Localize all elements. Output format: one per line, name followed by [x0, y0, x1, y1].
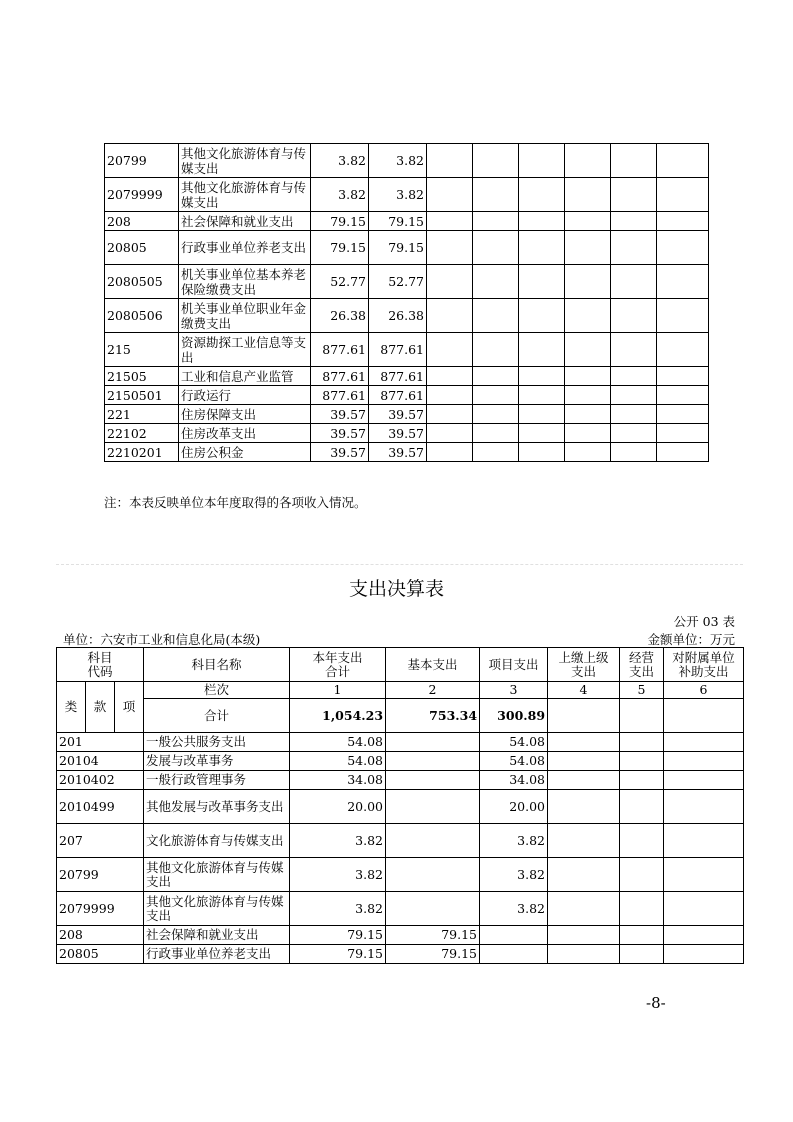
- row-empty-cell: [664, 752, 744, 771]
- row-empty-cell: [519, 212, 565, 231]
- row-name: 一般行政管理事务: [144, 771, 290, 790]
- row-basic: 79.15: [386, 926, 480, 945]
- row-empty-cell: [427, 405, 473, 424]
- row-empty-cell: [620, 926, 664, 945]
- row-total: 39.57: [311, 443, 369, 462]
- row-total: 39.57: [311, 424, 369, 443]
- row-empty-cell: [664, 790, 744, 824]
- row-total: 3.82: [311, 178, 369, 212]
- row-empty-cell: [427, 231, 473, 265]
- col-number: 2: [386, 682, 480, 699]
- row-empty-cell: [620, 892, 664, 926]
- row-empty-cell: [473, 178, 519, 212]
- row-basic: 39.57: [369, 443, 427, 462]
- row-empty-cell: [657, 144, 709, 178]
- row-empty-cell: [664, 926, 744, 945]
- row-basic: 877.61: [369, 367, 427, 386]
- row-basic: 79.15: [369, 231, 427, 265]
- row-basic: [386, 771, 480, 790]
- table-row: [105, 212, 709, 231]
- row-empty-cell: [473, 212, 519, 231]
- row-empty-cell: [427, 299, 473, 333]
- row-empty-cell: [611, 386, 657, 405]
- row-code: 20799: [57, 858, 144, 892]
- total-upper: [548, 699, 620, 733]
- row-empty-cell: [519, 424, 565, 443]
- row-total: 877.61: [311, 333, 369, 367]
- row-name: 一般公共服务支出: [144, 733, 290, 752]
- row-name: 其他文化旅游体育与传媒支出: [179, 144, 311, 178]
- table-row: [105, 386, 709, 405]
- row-total: 79.15: [290, 945, 386, 964]
- row-empty-cell: [548, 945, 620, 964]
- header-upper: 上缴上级 支出: [548, 648, 620, 682]
- total-subsidiary: [664, 699, 744, 733]
- row-empty-cell: [565, 386, 611, 405]
- row-name: 发展与改革事务: [144, 752, 290, 771]
- row-total: 79.15: [311, 231, 369, 265]
- row-empty-cell: [620, 771, 664, 790]
- row-code: 2079999: [57, 892, 144, 926]
- row-project: 3.82: [480, 858, 548, 892]
- row-empty-cell: [664, 824, 744, 858]
- row-code: 20805: [57, 945, 144, 964]
- row-empty-cell: [620, 858, 664, 892]
- row-empty-cell: [657, 367, 709, 386]
- row-total: 3.82: [290, 892, 386, 926]
- table-row: [105, 178, 709, 212]
- row-total: 20.00: [290, 790, 386, 824]
- row-total: 39.57: [311, 405, 369, 424]
- row-basic: 3.82: [369, 178, 427, 212]
- row-empty-cell: [657, 212, 709, 231]
- row-code: 2080506: [105, 299, 179, 333]
- row-empty-cell: [611, 265, 657, 299]
- row-empty-cell: [565, 265, 611, 299]
- row-empty-cell: [519, 178, 565, 212]
- form-number: 公开 03 表: [673, 614, 735, 629]
- header-total: 本年支出 合计: [290, 648, 386, 682]
- row-empty-cell: [565, 367, 611, 386]
- row-empty-cell: [657, 443, 709, 462]
- row-empty-cell: [664, 892, 744, 926]
- header-lanci: 栏次: [144, 682, 290, 699]
- row-code: 208: [105, 212, 179, 231]
- row-empty-cell: [519, 231, 565, 265]
- row-project: 3.82: [480, 824, 548, 858]
- row-total: 79.15: [311, 212, 369, 231]
- row-empty-cell: [565, 299, 611, 333]
- row-name: 其他文化旅游体育与传媒支出: [144, 858, 290, 892]
- col-number: 1: [290, 682, 386, 699]
- row-basic: 26.38: [369, 299, 427, 333]
- header-business: 经营 支出: [620, 648, 664, 682]
- row-code: 20104: [57, 752, 144, 771]
- row-empty-cell: [657, 405, 709, 424]
- row-code: 2210201: [105, 443, 179, 462]
- table-row: [57, 926, 744, 945]
- row-empty-cell: [473, 333, 519, 367]
- row-code: 2079999: [105, 178, 179, 212]
- row-empty-cell: [427, 367, 473, 386]
- row-project: 54.08: [480, 752, 548, 771]
- total-label: 合计: [144, 699, 290, 733]
- row-name: 住房保障支出: [179, 405, 311, 424]
- row-name: 机关事业单位职业年金缴费支出: [179, 299, 311, 333]
- row-empty-cell: [473, 405, 519, 424]
- table-row: [57, 771, 744, 790]
- row-empty-cell: [548, 771, 620, 790]
- col-number: 4: [548, 682, 620, 699]
- row-empty-cell: [620, 790, 664, 824]
- row-empty-cell: [620, 945, 664, 964]
- row-code: 22102: [105, 424, 179, 443]
- row-empty-cell: [657, 424, 709, 443]
- row-empty-cell: [473, 424, 519, 443]
- income-table-note: 注：本表反映单位本年度取得的各项收入情况。: [104, 495, 367, 510]
- row-empty-cell: [611, 144, 657, 178]
- row-empty-cell: [519, 265, 565, 299]
- row-empty-cell: [565, 231, 611, 265]
- row-empty-cell: [611, 405, 657, 424]
- row-empty-cell: [565, 212, 611, 231]
- row-basic: [386, 752, 480, 771]
- header-code: 科目 代码: [57, 648, 144, 682]
- row-basic: [386, 858, 480, 892]
- row-name: 行政事业单位养老支出: [179, 231, 311, 265]
- row-empty-cell: [473, 367, 519, 386]
- row-total: 34.08: [290, 771, 386, 790]
- row-basic: 79.15: [386, 945, 480, 964]
- table-row: [105, 144, 709, 178]
- page-number: -8-: [646, 994, 666, 1012]
- row-name: 工业和信息产业监管: [179, 367, 311, 386]
- row-total: 3.82: [290, 824, 386, 858]
- header-name: 科目名称: [144, 648, 290, 682]
- row-code: 20799: [105, 144, 179, 178]
- row-basic: [386, 790, 480, 824]
- row-empty-cell: [548, 824, 620, 858]
- row-name: 住房公积金: [179, 443, 311, 462]
- row-empty-cell: [427, 212, 473, 231]
- row-empty-cell: [620, 752, 664, 771]
- row-name: 文化旅游体育与传媒支出: [144, 824, 290, 858]
- section-divider: [56, 564, 743, 565]
- header-basic: 基本支出: [386, 648, 480, 682]
- row-empty-cell: [427, 144, 473, 178]
- row-empty-cell: [548, 733, 620, 752]
- row-empty-cell: [519, 405, 565, 424]
- row-basic: [386, 824, 480, 858]
- row-project: 54.08: [480, 733, 548, 752]
- row-total: 26.38: [311, 299, 369, 333]
- row-basic: 877.61: [369, 333, 427, 367]
- expenditure-table-header: [57, 648, 744, 733]
- row-name: 社会保障和就业支出: [179, 212, 311, 231]
- row-basic: 52.77: [369, 265, 427, 299]
- row-total: 52.77: [311, 265, 369, 299]
- row-empty-cell: [657, 333, 709, 367]
- row-empty-cell: [664, 945, 744, 964]
- table-row: [57, 824, 744, 858]
- col-number: 3: [480, 682, 548, 699]
- row-empty-cell: [473, 144, 519, 178]
- unit-label: 单位：六安市工业和信息化局(本级): [63, 632, 261, 647]
- row-empty-cell: [473, 265, 519, 299]
- table-row: [105, 333, 709, 367]
- row-basic: 79.15: [369, 212, 427, 231]
- header-project: 项目支出: [480, 648, 548, 682]
- table-row: [105, 231, 709, 265]
- row-empty-cell: [427, 386, 473, 405]
- row-empty-cell: [611, 424, 657, 443]
- col-number: 6: [664, 682, 744, 699]
- row-empty-cell: [611, 333, 657, 367]
- row-code: 2150501: [105, 386, 179, 405]
- row-empty-cell: [611, 231, 657, 265]
- row-project: 20.00: [480, 790, 548, 824]
- row-empty-cell: [611, 299, 657, 333]
- row-project: 34.08: [480, 771, 548, 790]
- expenditure-table-body: [57, 733, 744, 964]
- row-empty-cell: [519, 443, 565, 462]
- row-empty-cell: [620, 733, 664, 752]
- row-code: 20805: [105, 231, 179, 265]
- row-empty-cell: [657, 386, 709, 405]
- row-empty-cell: [565, 424, 611, 443]
- row-empty-cell: [565, 405, 611, 424]
- row-empty-cell: [427, 178, 473, 212]
- row-empty-cell: [565, 333, 611, 367]
- row-empty-cell: [519, 386, 565, 405]
- row-empty-cell: [611, 212, 657, 231]
- row-project: [480, 945, 548, 964]
- row-empty-cell: [548, 926, 620, 945]
- total-row: [57, 699, 744, 733]
- row-empty-cell: [611, 367, 657, 386]
- row-empty-cell: [473, 299, 519, 333]
- row-empty-cell: [548, 752, 620, 771]
- row-empty-cell: [427, 443, 473, 462]
- row-empty-cell: [473, 386, 519, 405]
- row-empty-cell: [664, 858, 744, 892]
- row-name: 机关事业单位基本养老保险缴费支出: [179, 265, 311, 299]
- row-total: 877.61: [311, 386, 369, 405]
- header-kuan: 款: [86, 682, 115, 733]
- row-code: 2080505: [105, 265, 179, 299]
- row-total: 54.08: [290, 733, 386, 752]
- income-table-continued: [104, 143, 709, 462]
- row-project: [480, 926, 548, 945]
- row-empty-cell: [611, 178, 657, 212]
- row-empty-cell: [473, 231, 519, 265]
- row-empty-cell: [657, 299, 709, 333]
- row-empty-cell: [519, 299, 565, 333]
- row-code: 201: [57, 733, 144, 752]
- row-empty-cell: [664, 733, 744, 752]
- table-row: [105, 405, 709, 424]
- row-code: 208: [57, 926, 144, 945]
- total-project: 300.89: [480, 699, 548, 733]
- row-code: 2010499: [57, 790, 144, 824]
- row-empty-cell: [519, 333, 565, 367]
- row-project: 3.82: [480, 892, 548, 926]
- row-empty-cell: [657, 265, 709, 299]
- row-name: 行政运行: [179, 386, 311, 405]
- row-empty-cell: [565, 443, 611, 462]
- row-name: 其他文化旅游体育与传媒支出: [179, 178, 311, 212]
- row-name: 住房改革支出: [179, 424, 311, 443]
- col-number: 5: [620, 682, 664, 699]
- row-empty-cell: [473, 443, 519, 462]
- table-row: [57, 752, 744, 771]
- total-business: [620, 699, 664, 733]
- row-name: 资源勘探工业信息等支出: [179, 333, 311, 367]
- row-empty-cell: [664, 771, 744, 790]
- row-name: 其他文化旅游体育与传媒支出: [144, 892, 290, 926]
- row-code: 21505: [105, 367, 179, 386]
- row-empty-cell: [427, 333, 473, 367]
- amount-unit-label: 金额单位：万元: [647, 632, 735, 647]
- row-basic: [386, 733, 480, 752]
- row-empty-cell: [427, 424, 473, 443]
- row-empty-cell: [519, 144, 565, 178]
- row-total: 54.08: [290, 752, 386, 771]
- total-sum: 1,054.23: [290, 699, 386, 733]
- row-empty-cell: [565, 144, 611, 178]
- page-title: 支出决算表: [348, 578, 444, 600]
- total-basic: 753.34: [386, 699, 480, 733]
- row-empty-cell: [548, 858, 620, 892]
- table-row: [57, 945, 744, 964]
- header-lei: 类: [57, 682, 86, 733]
- row-empty-cell: [565, 178, 611, 212]
- row-empty-cell: [427, 265, 473, 299]
- table-row: [57, 892, 744, 926]
- table-row: [105, 299, 709, 333]
- row-empty-cell: [657, 231, 709, 265]
- table-row: [57, 733, 744, 752]
- row-code: 221: [105, 405, 179, 424]
- table-row: [105, 265, 709, 299]
- row-basic: 877.61: [369, 386, 427, 405]
- row-total: 3.82: [311, 144, 369, 178]
- row-code: 2010402: [57, 771, 144, 790]
- row-total: 79.15: [290, 926, 386, 945]
- table-row: [105, 443, 709, 462]
- row-total: 3.82: [290, 858, 386, 892]
- table-row: [105, 424, 709, 443]
- row-empty-cell: [657, 178, 709, 212]
- row-empty-cell: [548, 790, 620, 824]
- table-row: [105, 367, 709, 386]
- row-empty-cell: [611, 443, 657, 462]
- header-subsidiary: 对附属单位 补助支出: [664, 648, 744, 682]
- expenditure-table: [56, 647, 744, 964]
- row-name: 社会保障和就业支出: [144, 926, 290, 945]
- table-row: [57, 790, 744, 824]
- row-basic: 39.57: [369, 405, 427, 424]
- header-xiang: 项: [115, 682, 144, 733]
- row-basic: 3.82: [369, 144, 427, 178]
- row-empty-cell: [519, 367, 565, 386]
- row-name: 行政事业单位养老支出: [144, 945, 290, 964]
- table-row: [57, 858, 744, 892]
- row-total: 877.61: [311, 367, 369, 386]
- row-basic: 39.57: [369, 424, 427, 443]
- row-name: 其他发展与改革事务支出: [144, 790, 290, 824]
- row-code: 207: [57, 824, 144, 858]
- row-basic: [386, 892, 480, 926]
- row-empty-cell: [620, 824, 664, 858]
- row-empty-cell: [548, 892, 620, 926]
- income-table-body: [105, 144, 709, 462]
- row-code: 215: [105, 333, 179, 367]
